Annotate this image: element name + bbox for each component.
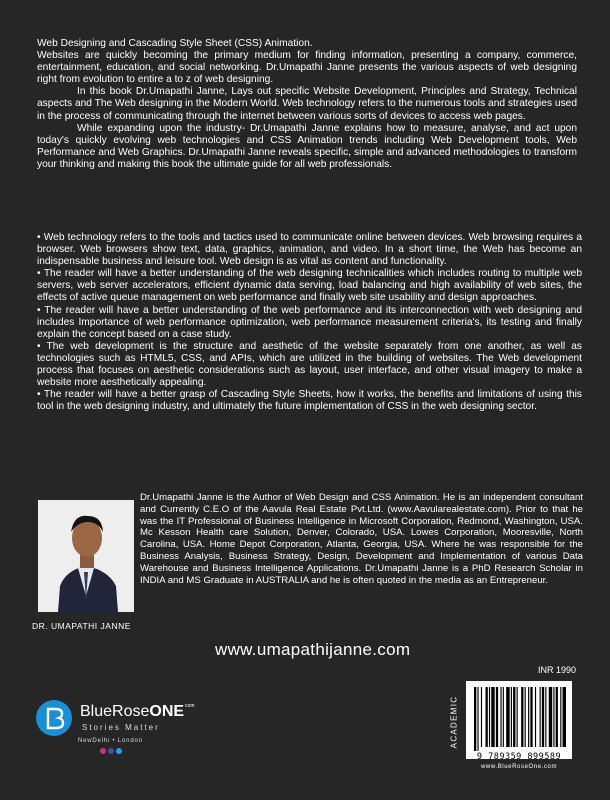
barcode-bar bbox=[500, 687, 501, 747]
barcode-bar bbox=[521, 687, 523, 747]
publisher-brand bbox=[80, 703, 195, 721]
barcode-graphic bbox=[466, 681, 572, 751]
barcode-bar bbox=[511, 687, 512, 747]
brand-part-1: BlueRose bbox=[80, 703, 150, 720]
barcode-bar bbox=[474, 687, 476, 751]
barcode-bar bbox=[503, 687, 504, 747]
intro-paragraph-3: While expanding upon the industry- Dr.Umapathi Janne explains how to measure, analyse, and act upon today's quickly evolving web technologies and CSS Animation trends including Web Development tools, Web Performance and Web Graphics. Dr.Umapathi Janne reveals specific, simple and advanced methodologies to transform your thinking and making this book the ultimate guide for all web professionals. bbox=[37, 122, 577, 170]
brand-suffix: com bbox=[185, 703, 195, 709]
brand-part-2: ONE bbox=[149, 703, 185, 720]
barcode-bar bbox=[496, 687, 498, 747]
publisher-logo bbox=[32, 696, 195, 776]
facebook-icon[interactable] bbox=[108, 748, 114, 754]
barcode-bar bbox=[486, 687, 488, 747]
price-label: INR 1990 bbox=[538, 665, 577, 675]
bullet-item: • Web technology refers to the tools and tactics used to communicate online between devices. Web browsing requires a browser. Web browsers show text, data, graphics, animation, and video. In a short time, the Web has become an indispensable business and leisure tool. Web design is as vital as content and functionality. bbox=[37, 232, 582, 268]
social-icons bbox=[100, 748, 130, 756]
isbn-number: 9 789359 899589 bbox=[476, 752, 562, 762]
publisher-tagline: Stories Matter bbox=[82, 723, 160, 732]
barcode-bar bbox=[540, 687, 541, 747]
author-website[interactable]: www.umapathijanne.com bbox=[215, 640, 411, 659]
barcode-bar bbox=[549, 687, 552, 747]
barcode-bar bbox=[489, 687, 490, 747]
barcode-bar bbox=[481, 687, 482, 747]
barcode-bar bbox=[506, 687, 509, 747]
category-label bbox=[444, 686, 464, 758]
author-bio: Dr.Umapathi Janne is the Author of Web Design and CSS Animation. He is an independent consultant and Currently C.E.O of the Aavula Real Estate Pvt.Ltd. (www.Aavularealestate.com). Prior to that he was the IT Professional of Business Intelligence in Microsoft Corporation, Redmond, Washington, USA. Mc Kesson Health care Solution, Denver, Colorado, USA. Lowes Corporation, Mooresville, North Carolina, USA. Home Depot Corporation, Atlanta, Georgia, USA. Where he was responsible for the Business Analysis, Business Strategy, Design, Development and Implementation of various Data Warehouse and Business Intelligence Applications. Dr.Umapathi Janne is a PhD Research Scholar in INDIA and MS Graduate in AUSTRALIA and he is often quoted in the media as an Entrepreneur. bbox=[140, 492, 583, 586]
barcode-bar bbox=[553, 687, 554, 747]
bluerose-logo-icon bbox=[36, 700, 72, 736]
twitter-icon[interactable] bbox=[116, 748, 122, 754]
bullet-item: • The reader will have a better grasp of Cascading Style Sheets, how it works, the benefits and limitations of using this tool in the web designing industry, and ultimately the future implementation of CSS in the web designing sector. bbox=[37, 389, 582, 413]
bullet-item: • The reader will have a better understanding of the web performance and its interconnection with web designing and includes Importance of web performance optimization, web performance measurement criteria's, its testing and finally explain the concept based on a case study. bbox=[37, 304, 582, 340]
barcode-bar bbox=[535, 687, 536, 747]
bullet-item: • The web development is the structure and aesthetic of the website separately from one another, as well as technologies such as HTML5, CSS, and APIs, which are utilized in the building of websites. The Web development process that focuses on aesthetic considerations such as layout, user interface, and other visual imagery to make a website more aesthetically appealing. bbox=[37, 340, 582, 389]
barcode-bar bbox=[542, 687, 544, 747]
barcode-bar bbox=[517, 687, 518, 747]
intro-paragraph-2: In this book Dr.Umapathi Janne, Lays out specific Website Development, Principles and Strategy, Technical aspects and The Web designing in the Modern World. Web technology refers to the numerous tools and strategies used in the process of communicating through the internet between various sorts of devices to access web pages. bbox=[37, 86, 577, 122]
barcode-bar bbox=[556, 687, 558, 747]
instagram-icon[interactable] bbox=[100, 748, 106, 754]
barcode-bar bbox=[530, 687, 532, 747]
publisher-cities: NewDelhi • London bbox=[78, 738, 143, 744]
barcode-bar bbox=[513, 687, 515, 747]
barcode-bar bbox=[491, 687, 494, 747]
barcode-bar bbox=[525, 687, 526, 747]
barcode-bar bbox=[528, 687, 529, 747]
barcode-bar bbox=[560, 687, 561, 747]
bullet-list bbox=[37, 232, 582, 413]
intro-paragraph-1: Websites are quickly becoming the primary medium for finding information, presenting a company, commerce, entertainment, education, and social networking. Dr.Umapathi Janne presents the various aspects of web designing right from evolution to entire a to z of web designing. bbox=[37, 50, 577, 86]
barcode-bar bbox=[477, 687, 478, 751]
intro-section bbox=[37, 38, 577, 171]
category-text: ACADEMIC bbox=[449, 695, 459, 749]
isbn-barcode bbox=[466, 681, 572, 759]
author-name: DR. UMAPATHI JANNE bbox=[32, 621, 131, 631]
publisher-url[interactable]: www.BlueRoseOne.com bbox=[480, 764, 558, 770]
bullet-item: • The reader will have a better understanding of the web designing technicalities which includes routing to multiple web servers, web server accelerators, efficient dynamic data serving, load balancing and high availability of web sites, the effects of active queue management on web performance and finally web site usability and design approaches. bbox=[37, 268, 582, 304]
intro-heading: Web Designing and Cascading Style Sheet (CSS) Animation. bbox=[37, 38, 313, 49]
barcode-bar bbox=[545, 687, 546, 747]
barcode-bar bbox=[563, 687, 566, 747]
author-photo bbox=[38, 500, 134, 612]
